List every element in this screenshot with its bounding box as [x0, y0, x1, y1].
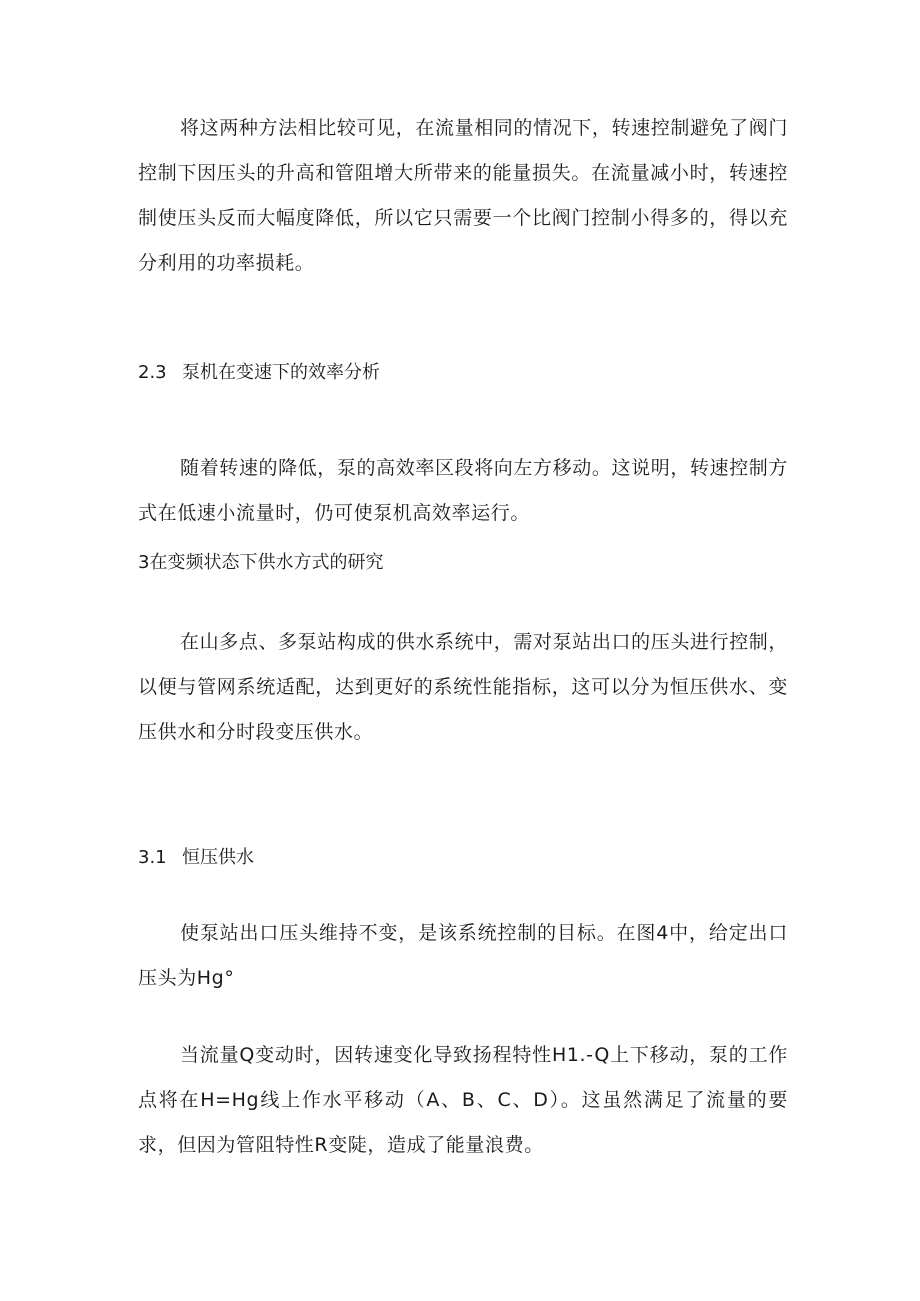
section-number: 3.1 [138, 847, 167, 868]
paragraph-water-supply-system: 在山多点、多泵站构成的供水系统中，需对泵站出口的压头进行控制，以便与管网系统适配，达到更好的系统性能指标，这可以分为恒压供水、变压供水和分时段变压供水。 [138, 631, 788, 743]
paragraph-control-target: 使泵站出口压头维持不变，是该系统控制的目标。在图4中，给定出口压头为Hg° [138, 922, 788, 989]
section-title: 恒压供水 [182, 847, 254, 868]
section-heading-3 [138, 548, 383, 578]
section-number: 2.3 [138, 362, 167, 383]
paragraph-efficiency-analysis: 随着转速的降低，泵的高效率区段将向左方移动。这说明，转速控制方式在低速小流量时，仍可使泵机高效率运行。 [138, 457, 788, 524]
section-title: 泵机在变速下的效率分析 [182, 362, 380, 383]
section-heading-2-3 [138, 358, 380, 388]
section-heading-3-1 [138, 843, 254, 873]
section-title: 在变频状态下供水方式的研究 [149, 552, 384, 573]
section-number: 3 [138, 552, 150, 573]
paragraph-flow-variation: 当流量Q变动时，因转速变化导致扬程特性H1.-Q上下移动，泵的工作点将在H=Hg线上作水平移动（A、B、C、D）。这虽然满足了流量的要求，但因为管阻特性R变陡，造成了能量浪费。 [138, 1044, 788, 1156]
paragraph-speed-vs-valve-comparison: 将这两种方法相比较可见，在流量相同的情况下，转速控制避免了阀门控制下因压头的升高和管阻增大所带来的能量损失。在流量减小时，转速控制使压头反而大幅度降低，所以它只需要一个比阀门控制小得多的，得以充分利用的功率损耗。 [138, 117, 788, 274]
